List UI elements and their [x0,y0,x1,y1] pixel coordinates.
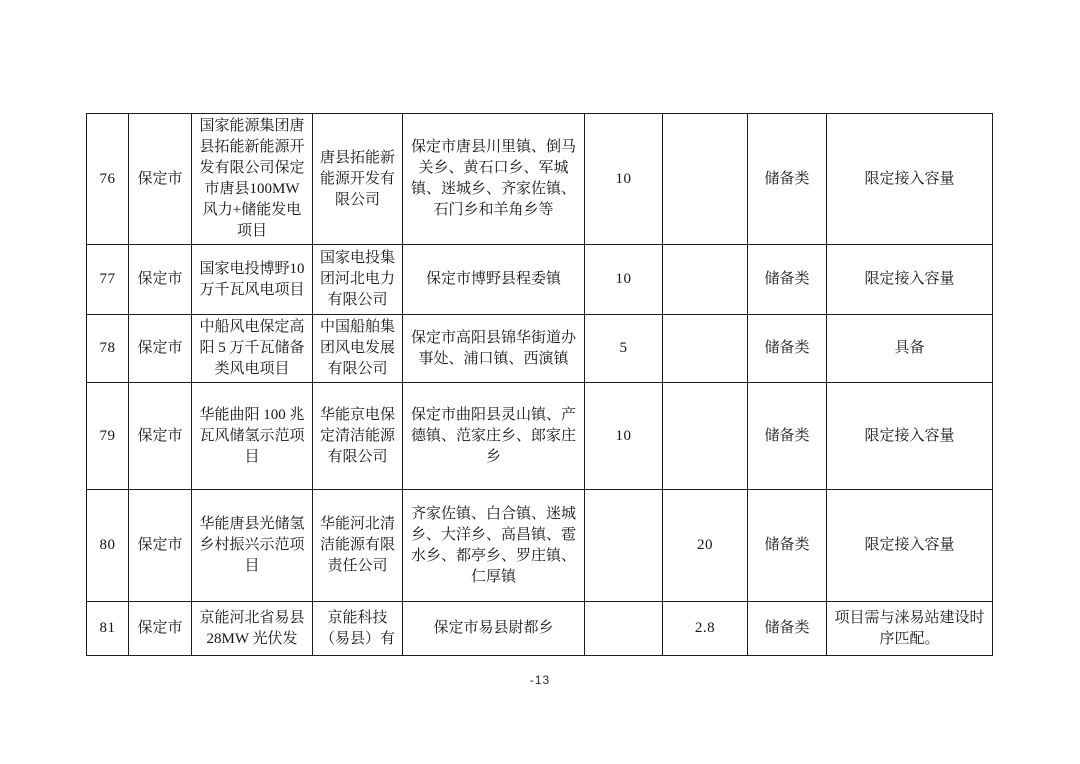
table-row [87,114,993,245]
cell-location: 齐家佐镇、白合镇、迷城乡、大洋乡、高昌镇、雹水乡、都亭乡、罗庄镇、仁厚镇 [403,490,585,602]
cell-city: 保定市 [129,114,192,245]
cell-row-number: 81 [87,602,129,656]
table-row [87,245,993,315]
cell-capacity-1 [585,490,663,602]
cell-capacity-2 [663,114,748,245]
cell-location: 保定市唐县川里镇、倒马关乡、黄石口乡、军城镇、迷城乡、齐家佐镇、石门乡和羊角乡等 [403,114,585,245]
cell-capacity-1: 10 [585,114,663,245]
cell-category: 储备类 [748,490,827,602]
cell-capacity-2 [663,245,748,315]
table-row [87,602,993,656]
cell-city: 保定市 [129,490,192,602]
cell-city: 保定市 [129,315,192,383]
cell-city: 保定市 [129,383,192,490]
cell-company: 唐县拓能新能源开发有限公司 [313,114,403,245]
cell-capacity-2: 20 [663,490,748,602]
cell-category: 储备类 [748,114,827,245]
cell-city: 保定市 [129,602,192,656]
cell-project-name: 国家能源集团唐县拓能新能源开发有限公司保定市唐县100MW 风力+储能发电项目 [192,114,313,245]
cell-project-name: 国家电投博野10 万千瓦风电项目 [192,245,313,315]
cell-company: 中国船舶集团风电发展有限公司 [313,315,403,383]
cell-note: 具备 [827,315,993,383]
cell-note: 限定接入容量 [827,383,993,490]
cell-project-name: 中船风电保定高阳 5 万千瓦储备类风电项目 [192,315,313,383]
cell-note: 限定接入容量 [827,490,993,602]
cell-note: 限定接入容量 [827,114,993,245]
cell-capacity-1: 10 [585,383,663,490]
cell-row-number: 79 [87,383,129,490]
cell-row-number: 77 [87,245,129,315]
cell-project-name: 京能河北省易县 28MW 光伏发 [192,602,313,656]
table-row [87,315,993,383]
cell-city: 保定市 [129,245,192,315]
cell-capacity-2: 2.8 [663,602,748,656]
cell-company: 华能河北清洁能源有限责任公司 [313,490,403,602]
cell-category: 储备类 [748,315,827,383]
cell-location: 保定市曲阳县灵山镇、产德镇、范家庄乡、郎家庄乡 [403,383,585,490]
cell-row-number: 78 [87,315,129,383]
cell-company: 京能科技（易县）有 [313,602,403,656]
cell-note: 限定接入容量 [827,245,993,315]
table-row [87,383,993,490]
cell-project-name: 华能唐县光储氢乡村振兴示范项目 [192,490,313,602]
page-number: -13 [529,673,551,687]
project-table [86,113,993,656]
cell-capacity-2 [663,315,748,383]
cell-location: 保定市博野县程委镇 [403,245,585,315]
cell-note: 项目需与涞易站建设时序匹配。 [827,602,993,656]
cell-capacity-1: 10 [585,245,663,315]
cell-location: 保定市高阳县锦华街道办事处、浦口镇、西演镇 [403,315,585,383]
table-row [87,490,993,602]
cell-category: 储备类 [748,602,827,656]
cell-row-number: 80 [87,490,129,602]
cell-category: 储备类 [748,245,827,315]
cell-capacity-1 [585,602,663,656]
cell-location: 保定市易县尉都乡 [403,602,585,656]
cell-company: 华能京电保定清洁能源有限公司 [313,383,403,490]
cell-row-number: 76 [87,114,129,245]
cell-project-name: 华能曲阳 100 兆瓦风储氢示范项目 [192,383,313,490]
cell-capacity-1: 5 [585,315,663,383]
cell-category: 储备类 [748,383,827,490]
cell-capacity-2 [663,383,748,490]
cell-company: 国家电投集团河北电力有限公司 [313,245,403,315]
